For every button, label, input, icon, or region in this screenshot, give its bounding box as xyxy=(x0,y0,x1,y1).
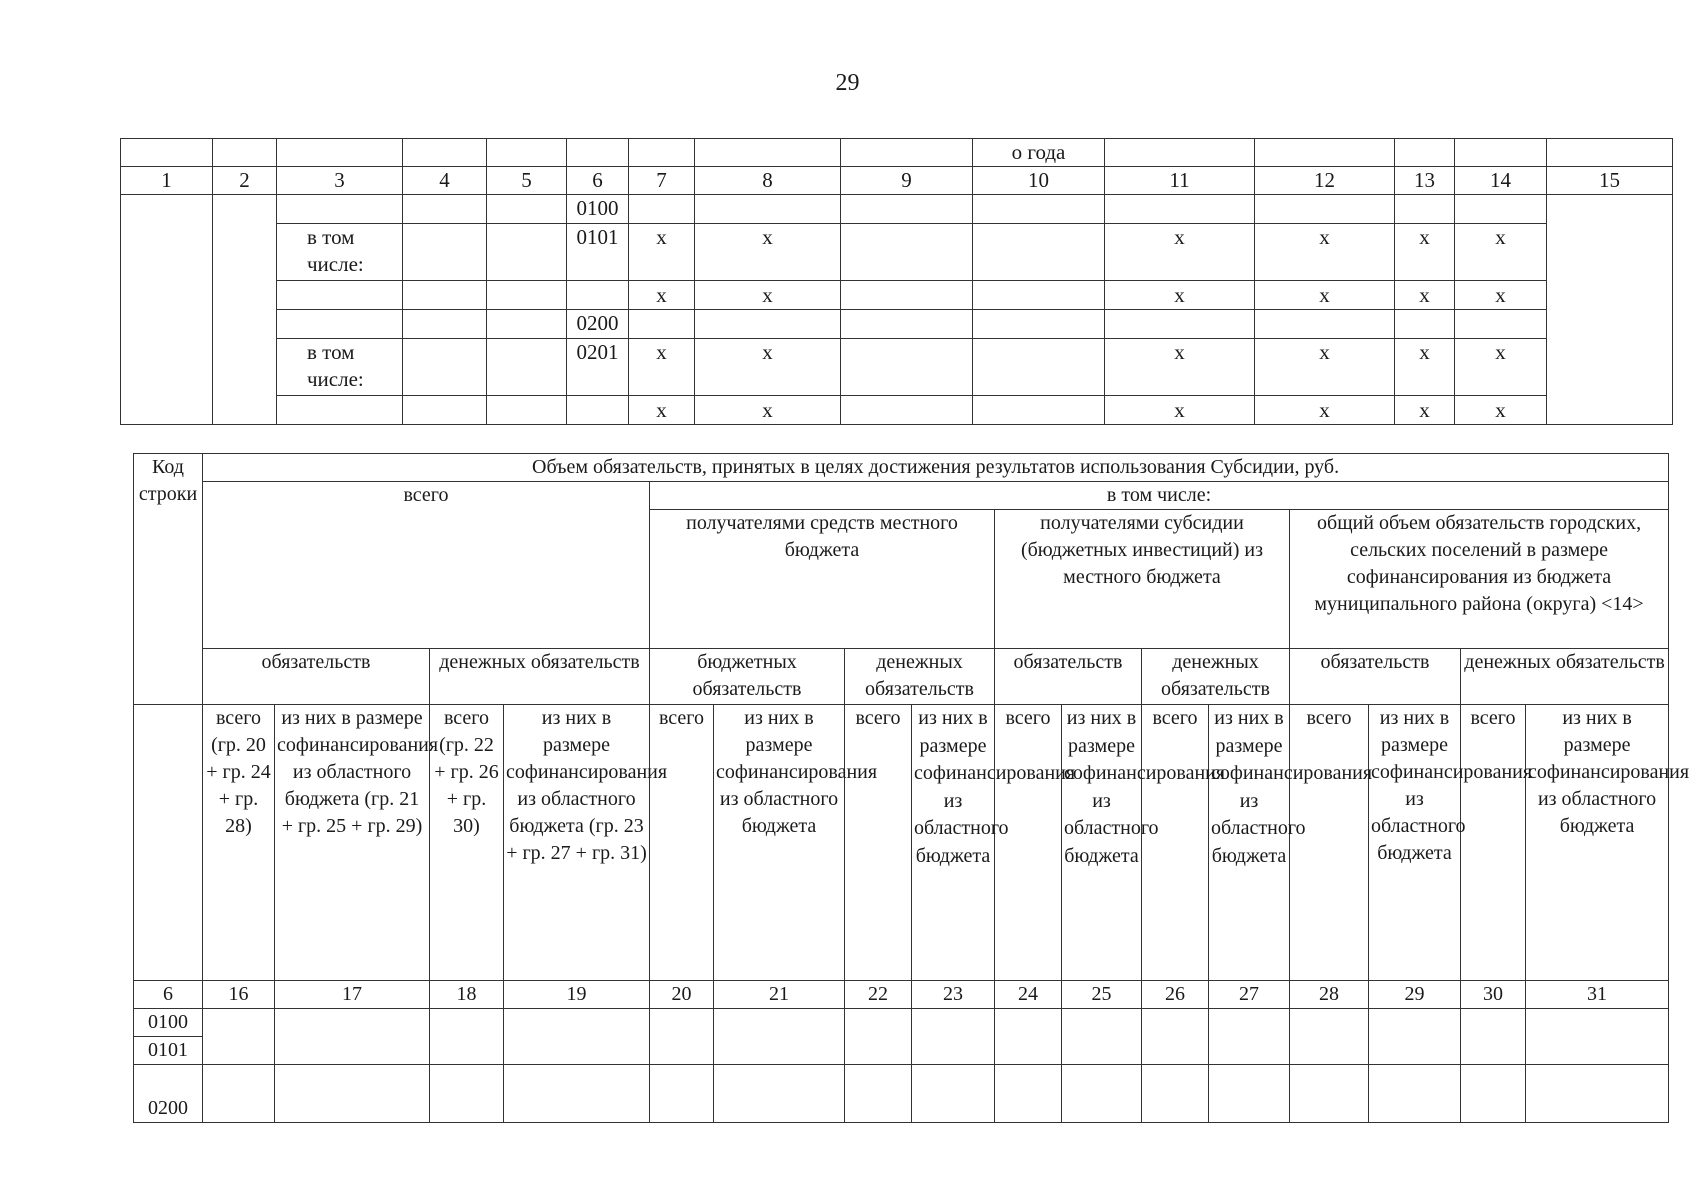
money-obligations-header: денежных обязательств xyxy=(430,649,650,705)
col-num: 9 xyxy=(841,167,973,195)
x-mark: x xyxy=(1105,339,1255,396)
x-mark: x xyxy=(1455,339,1547,396)
table-row xyxy=(121,310,1673,339)
col26-header: всего xyxy=(1142,705,1209,981)
x-mark: x xyxy=(695,281,841,310)
top-note: о года xyxy=(973,139,1105,167)
x-mark: x xyxy=(629,339,695,396)
col24-header: всего xyxy=(995,705,1062,981)
col-num: 4 xyxy=(403,167,487,195)
col16-header: всего (гр. 20 + гр. 24 + гр. 28) xyxy=(203,705,275,981)
obligations-header: обязательств xyxy=(995,649,1142,705)
col25-header: из них в размере софинансирования из областного бюджета xyxy=(1062,705,1142,981)
table-row xyxy=(121,195,1673,224)
budget-obligations-header: бюджетных обязательств xyxy=(650,649,845,705)
col-num: 25 xyxy=(1062,981,1142,1009)
col-num: 19 xyxy=(504,981,650,1009)
x-mark: x xyxy=(1255,339,1395,396)
incl-header: в том числе: xyxy=(650,482,1669,510)
group-local-budget: получателями средств местного бюджета xyxy=(650,510,995,649)
incl-label: в том числе: xyxy=(277,339,403,396)
col-num: 15 xyxy=(1547,167,1673,195)
col30-header: всего xyxy=(1461,705,1526,981)
col-num: 30 xyxy=(1461,981,1526,1009)
col-num: 6 xyxy=(567,167,629,195)
x-mark: x xyxy=(1105,396,1255,425)
col27-header: из них в размере софинансирования из областного бюджета xyxy=(1209,705,1290,981)
col-num: 16 xyxy=(203,981,275,1009)
col-num: 14 xyxy=(1455,167,1547,195)
col28-header: всего xyxy=(1290,705,1369,981)
incl-label: в том числе: xyxy=(277,224,403,281)
col31-header: из них в размере софинансирования из областного бюджета xyxy=(1526,705,1669,981)
header-row xyxy=(134,649,1669,705)
group-subsidy-recipients: получателями субсидии (бюджетных инвестиций) из местного бюджета xyxy=(995,510,1290,649)
col-num: 5 xyxy=(487,167,567,195)
main-header: Объем обязательств, принятых в целях достижения результатов использования Субсидии, руб. xyxy=(203,454,1669,482)
row-code: 0100 xyxy=(134,1009,203,1037)
column-number-row xyxy=(134,981,1669,1009)
money-obligations-header: денежных обязательств xyxy=(845,649,995,705)
x-mark: x xyxy=(1395,224,1455,281)
row-code-header: Код строки xyxy=(134,454,203,705)
table-row xyxy=(121,396,1673,425)
table-row xyxy=(134,1065,1669,1123)
col-num: 31 xyxy=(1526,981,1669,1009)
col-num: 29 xyxy=(1369,981,1461,1009)
table-row xyxy=(121,224,1673,281)
money-obligations-header: денежных обязательств xyxy=(1461,649,1669,705)
col-num: 22 xyxy=(845,981,912,1009)
col-num: 28 xyxy=(1290,981,1369,1009)
x-mark: x xyxy=(1455,281,1547,310)
obligations-header: обязательств xyxy=(1290,649,1461,705)
row-code: 0101 xyxy=(567,224,629,281)
row-code: 0201 xyxy=(567,339,629,396)
x-mark: x xyxy=(629,396,695,425)
col-num: 18 xyxy=(430,981,504,1009)
column-number-row xyxy=(121,167,1673,195)
obligations-header: обязательств xyxy=(203,649,430,705)
x-mark: x xyxy=(1105,281,1255,310)
x-mark: x xyxy=(1105,224,1255,281)
x-mark: x xyxy=(1255,281,1395,310)
col-num: 23 xyxy=(912,981,995,1009)
col-num: 17 xyxy=(275,981,430,1009)
page-number: 29 xyxy=(835,70,860,96)
money-obligations-header: денежных обязательств xyxy=(1142,649,1290,705)
group-settlements: общий объем обязательств городских, сельских поселений в размере софинансирования из бюджета муниципального района (округа) <14> xyxy=(1290,510,1669,649)
col-num: 3 xyxy=(277,167,403,195)
header-row xyxy=(134,705,1669,981)
obligations-table xyxy=(133,453,1690,1123)
x-mark: x xyxy=(1255,224,1395,281)
x-mark: x xyxy=(1255,396,1395,425)
col-num: 21 xyxy=(714,981,845,1009)
header-row xyxy=(134,482,1669,510)
x-mark: x xyxy=(1455,396,1547,425)
total-header: всего xyxy=(203,482,650,649)
x-mark: x xyxy=(629,224,695,281)
upper-table xyxy=(120,138,1673,425)
table-row xyxy=(121,281,1673,310)
x-mark: x xyxy=(695,339,841,396)
col22-header: всего xyxy=(845,705,912,981)
row-code: 0200 xyxy=(134,1065,203,1123)
col-num: 1 xyxy=(121,167,213,195)
row-code: 0101 xyxy=(134,1037,203,1065)
x-mark: x xyxy=(1395,339,1455,396)
col-num: 8 xyxy=(695,167,841,195)
table-row xyxy=(121,339,1673,396)
col-num: 11 xyxy=(1105,167,1255,195)
col19-header: из них в размере софинансирования из областного бюджета (гр. 23 + гр. 27 + гр. 31) xyxy=(504,705,650,981)
row-code: 0200 xyxy=(567,310,629,339)
x-mark: x xyxy=(629,281,695,310)
col20-header: всего xyxy=(650,705,714,981)
col-num: 27 xyxy=(1209,981,1290,1009)
col-num: 2 xyxy=(213,167,277,195)
x-mark: x xyxy=(1395,396,1455,425)
col-num: 12 xyxy=(1255,167,1395,195)
x-mark: x xyxy=(1395,281,1455,310)
table-row xyxy=(134,1009,1669,1037)
col-num: 13 xyxy=(1395,167,1455,195)
col-num: 20 xyxy=(650,981,714,1009)
x-mark: x xyxy=(1455,224,1547,281)
x-mark: x xyxy=(695,224,841,281)
top-note-row xyxy=(121,139,1673,167)
col18-header: всего (гр. 22 + гр. 26 + гр. 30) xyxy=(430,705,504,981)
col-num: 26 xyxy=(1142,981,1209,1009)
header-row xyxy=(134,454,1669,482)
col23-header: из них в размере софинансирования из областного бюджета xyxy=(912,705,995,981)
col17-header: из них в размере софинансирования из областного бюджета (гр. 21 + гр. 25 + гр. 29) xyxy=(275,705,430,981)
col-num: 10 xyxy=(973,167,1105,195)
col-num: 7 xyxy=(629,167,695,195)
col29-header: из них в размере софинансирования из областного бюджета xyxy=(1369,705,1461,981)
col-num: 6 xyxy=(134,981,203,1009)
col21-header: из них в размере софинансирования из областного бюджета xyxy=(714,705,845,981)
row-code: 0100 xyxy=(567,195,629,224)
x-mark: x xyxy=(695,396,841,425)
col-num: 24 xyxy=(995,981,1062,1009)
